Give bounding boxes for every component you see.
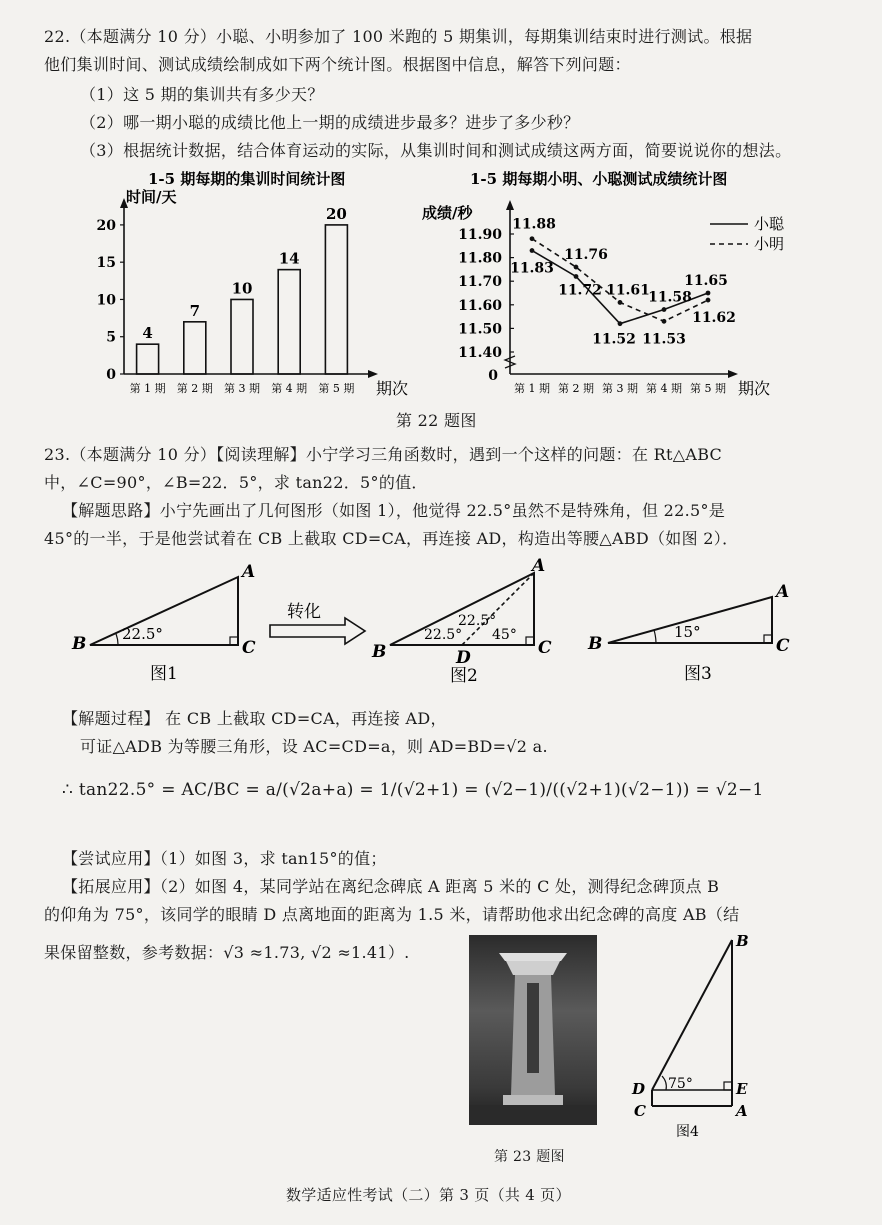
line-chart-y-tick-label: 11.60 [458, 297, 502, 314]
line-chart-y-label: 成绩/秒 [422, 204, 473, 222]
bar-chart-y-tick-label: 5 [106, 329, 116, 346]
bar-chart-y-tick-label: 0 [106, 367, 116, 383]
bar-value-label: 14 [278, 249, 300, 268]
line-series-2 [532, 239, 708, 322]
figure-4 [628, 930, 788, 1140]
line-point [574, 274, 579, 279]
bar-category-label: 第 2 期 [176, 382, 213, 395]
transform-label: 转化 [287, 602, 321, 622]
line-point [618, 300, 623, 305]
q23-process-line1: 【解题过程】 在 CB 上截取 CD=CA，再连接 AD， [62, 709, 447, 728]
legend-label: 小聪 [754, 215, 785, 233]
line-chart-category-label: 第 2 期 [558, 382, 594, 395]
line-chart-axis-break [505, 356, 515, 368]
figure-1 [71, 562, 256, 684]
q22-line2: 他们集训时间、测试成绩绘制成如下两个统计图。根据图中信息，解答下列问题： [44, 55, 631, 74]
line-chart-x-arrow [728, 370, 738, 378]
photo-caption: 第 23 题图 [494, 1149, 565, 1165]
bar [137, 344, 159, 374]
q22-figure-caption: 第 22 题图 [396, 411, 477, 430]
q23-ext-line1: 【拓展应用】（2）如图 4，某同学站在离纪念碑底 A 距离 5 米的 C 处，测得纪念碑顶点 B [62, 877, 720, 896]
line-point [706, 291, 711, 296]
bar [184, 322, 206, 374]
monument-drawing [469, 935, 597, 1125]
line-point [662, 319, 667, 324]
line-chart-y-arrow [506, 200, 514, 210]
q23-line2: 中，∠C=90°，∠B=22．5°，求 tan22．5°的值． [44, 473, 428, 492]
fig2-point-c: C [538, 638, 552, 658]
legend-label: 小明 [754, 235, 785, 253]
q22-sub1: （1）这 5 期的集训共有多少天？ [80, 85, 324, 104]
q23-ext-line3: 果保留整数，参考数据：√3 ≈1.73, √2 ≈1.41）. [44, 943, 410, 962]
line-chart-y-tick-label: 11.80 [458, 250, 502, 267]
line-point-label: 11.62 [692, 310, 736, 327]
bar-chart-x-label: 期次 [376, 379, 409, 398]
bar-value-label: 7 [189, 301, 201, 320]
figure-3 [587, 582, 790, 684]
line-chart-y-tick-label: 11.50 [458, 321, 502, 338]
line-point [618, 321, 623, 326]
line-point-label: 11.72 [558, 282, 602, 299]
line-chart-category-label: 第 5 期 [690, 382, 726, 395]
fig2-angle-top: 22.5° [458, 613, 497, 629]
monument-photo [469, 935, 597, 1125]
fig3-point-b: B [588, 634, 603, 654]
fig4-angle-label: 75° [668, 1076, 693, 1092]
fig4-point-d: D [632, 1080, 646, 1098]
fig4-point-e: E [736, 1080, 748, 1098]
fig2-caption: 图2 [450, 666, 478, 686]
q23-formula: ∴ tan22.5° = AC/BC = a/(√2a+a) = 1/(√2+1) = (√2−1)/((√2+1)(√2−1)) = √2−1 [62, 780, 764, 800]
line-point-label: 11.53 [642, 331, 686, 348]
fig2-point-b: B [372, 642, 387, 662]
q23-process-line2: 可证△ADB 为等腰三角形，设 AC=CD=a，则 AD=BD=√2 a. [80, 737, 548, 756]
q23-try: 【尝试应用】（1）如图 3，求 tan15°的值； [62, 849, 387, 868]
line-chart-category-label: 第 4 期 [646, 382, 682, 395]
line-point-label: 11.58 [648, 289, 692, 306]
fig3-point-c: C [776, 636, 790, 656]
fig4-point-b: B [736, 932, 749, 950]
bar-chart-title: 1-5 期每期的集训时间统计图 [148, 170, 346, 188]
bar-value-label: 4 [142, 324, 153, 343]
fig2-angle-b: 22.5° [424, 627, 463, 643]
fig4-point-a: A [736, 1102, 748, 1120]
line-chart-x-label: 期次 [738, 379, 771, 398]
line-chart-y-tick-label: 11.70 [458, 274, 502, 291]
line-chart-title: 1-5 期每期小明、小聪测试成绩统计图 [470, 170, 728, 188]
bar [325, 225, 347, 374]
fig1-point-a: A [242, 562, 256, 582]
bar-chart-y-tick-label: 10 [96, 292, 116, 309]
line-point [530, 236, 535, 241]
bar-category-label: 第 3 期 [224, 382, 260, 395]
line-chart [410, 162, 800, 402]
bar-chart-x-arrow [368, 370, 378, 378]
bar-category-label: 第 1 期 [129, 382, 166, 395]
q23-line4: 45°的一半，于是他尝试着在 CB 上截取 CD=CA，再连接 AD，构造出等腰△ABD（如图 2）． [44, 529, 739, 548]
fig3-angle-label: 15° [674, 623, 701, 641]
line-point-label: 11.65 [684, 273, 728, 289]
bar-chart [90, 162, 409, 402]
fig4-caption: 图4 [676, 1124, 699, 1140]
page-footer: 数学适应性考试（二）第 3 页（共 4 页） [286, 1186, 571, 1204]
line-point [574, 265, 579, 270]
line-point [530, 248, 535, 253]
fig4-point-c: C [634, 1102, 646, 1120]
bar [278, 270, 300, 374]
fig1-point-c: C [242, 638, 256, 658]
bar-category-label: 第 5 期 [318, 382, 355, 395]
bar-chart-y-label: 时间/天 [126, 188, 177, 206]
fig1-caption: 图1 [150, 664, 178, 684]
figure-2 [371, 556, 552, 686]
transform-arrow [270, 602, 365, 644]
line-chart-category-label: 第 1 期 [514, 382, 550, 395]
q22-sub3: （3）根据统计数据，结合体育运动的实际，从集训时间和测试成绩这两方面，简要说说你的想法。 [80, 141, 792, 160]
bar-category-label: 第 4 期 [271, 382, 308, 395]
line-chart-y-tick-label: 11.40 [458, 345, 502, 361]
fig1-angle-label: 22.5° [122, 625, 163, 643]
line-point [706, 298, 711, 303]
bar-value-label: 10 [231, 279, 253, 298]
line-chart-category-label: 第 3 期 [602, 382, 638, 395]
line-chart-y-tick-label: 11.90 [458, 227, 502, 243]
bar-chart-y-tick-label: 20 [96, 217, 116, 234]
line-point-label: 11.52 [592, 331, 636, 348]
q23-line3: 【解题思路】小宁先画出了几何图形（如图 1），他觉得 22.5°虽然不是特殊角，但 22.5°是 [62, 501, 726, 520]
q23-line1: 23.（本题满分 10 分）【阅读理解】小宁学习三角函数时，遇到一个这样的问题：在 Rt△ABC [44, 445, 723, 464]
fig1-point-b: B [72, 634, 87, 654]
fig2-point-a: A [532, 556, 546, 576]
bar [231, 299, 253, 374]
q22-line1: 22.（本题满分 10 分）小聪、小明参加了 100 米跑的 5 期集训，每期集训结束时进行测试。根据 [44, 27, 753, 46]
q23-ext-line2: 的仰角为 75°，该同学的眼睛 D 点离地面的距离为 1.5 米，请帮助他求出纪念碑的高度 AB（结 [44, 905, 740, 924]
line-chart-origin-label: 0 [488, 368, 498, 384]
fig2-point-d: D [456, 648, 471, 668]
line-point-label: 11.61 [606, 282, 650, 299]
line-point-label: 11.76 [564, 247, 608, 264]
fig3-caption: 图3 [684, 664, 712, 684]
fig3-point-a: A [776, 582, 790, 602]
bar-chart-y-tick-label: 15 [96, 255, 116, 272]
bar-value-label: 20 [325, 204, 347, 223]
line-point-label: 11.83 [510, 260, 554, 277]
geometry-figures-1-3 [60, 555, 820, 690]
line-point-label: 11.88 [512, 216, 556, 233]
fig2-angle-45: 45° [492, 627, 517, 643]
q22-sub2: （2）哪一期小聪的成绩比他上一期的成绩进步最多？进步了多少秒？ [80, 113, 580, 132]
line-point [662, 307, 667, 312]
